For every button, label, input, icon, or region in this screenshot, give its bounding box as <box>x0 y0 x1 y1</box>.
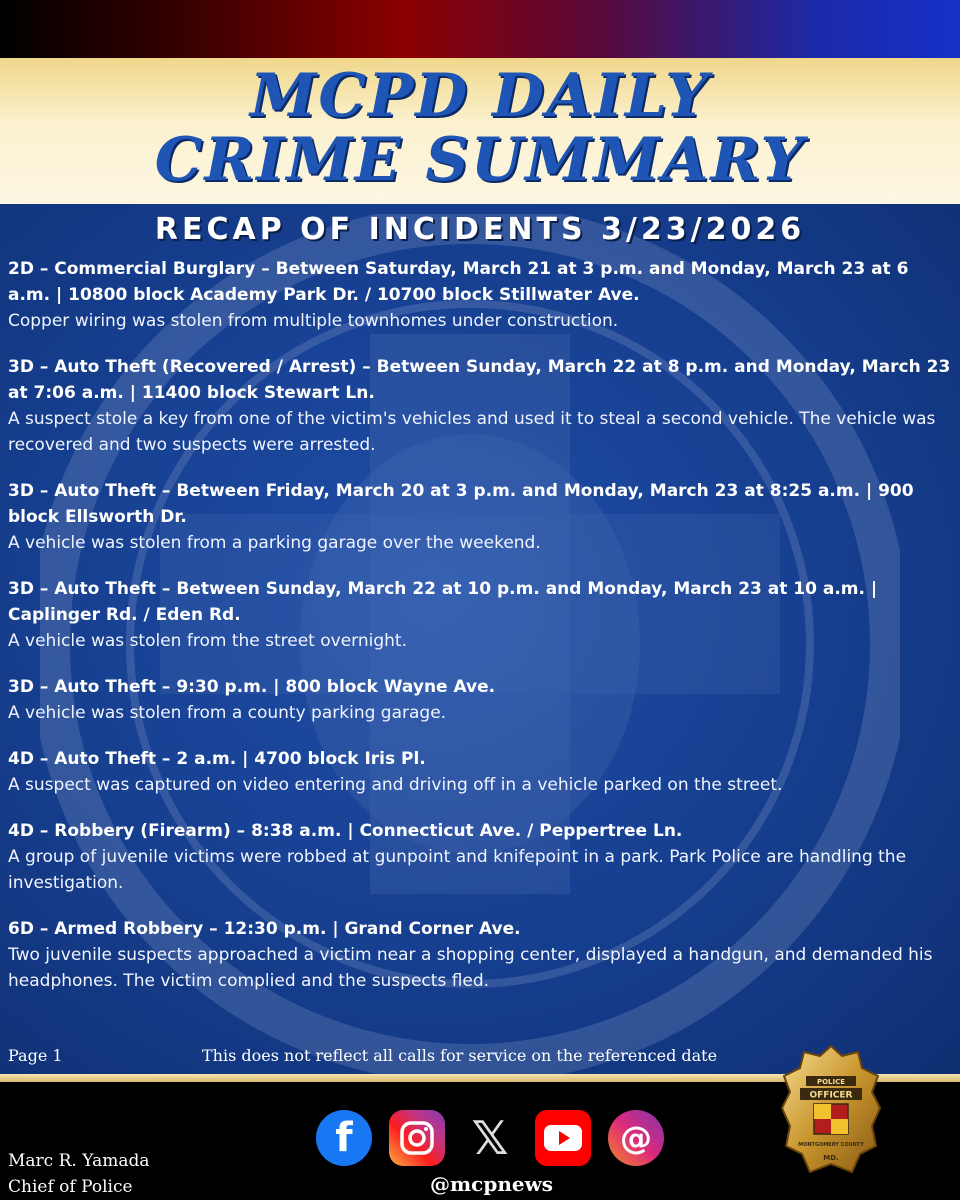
incident-header: 6D – Armed Robbery – 12:30 p.m. | Grand Corner Ave. <box>8 919 521 939</box>
chief-name: Marc R. Yamada <box>8 1151 150 1171</box>
incident-header: 4D – Robbery (Firearm) – 8:38 a.m. | Connecticut Ave. / Peppertree Ln. <box>8 821 683 841</box>
recap-heading: RECAP OF INCIDENTS 3/23/2026 <box>154 212 806 247</box>
incident-item <box>8 746 952 798</box>
facebook-icon[interactable]: f <box>316 1110 372 1166</box>
incident-header: 3D – Auto Theft – 9:30 p.m. | 800 block Wayne Ave. <box>8 677 496 697</box>
chief-title: Chief of Police <box>8 1177 133 1197</box>
incident-item <box>8 818 952 896</box>
disclaimer-text: This does not reflect all calls for service on the referenced date <box>202 1046 718 1065</box>
incident-description: Copper wiring was stolen from multiple townhomes under construction. <box>8 311 619 331</box>
incident-item <box>8 354 952 458</box>
badge-text-3: MONTGOMERY COUNTY <box>798 1142 864 1148</box>
incident-item <box>8 674 952 726</box>
incident-header: 3D – Auto Theft – Between Sunday, March 22 at 10 p.m. and Monday, March 23 at 10 a.m. | Caplinger Rd. / Eden Rd. <box>8 579 878 625</box>
incident-panel <box>0 204 960 1076</box>
incident-description: A group of juvenile victims were robbed at gunpoint and knifepoint in a park. Park Police are handling the investigation. <box>8 847 907 893</box>
instagram-icon[interactable] <box>389 1110 445 1166</box>
badge-text-1: POLICE <box>816 1078 846 1086</box>
incident-description: Two juvenile suspects approached a victim near a shopping center, displayed a handgun, and demanded his headphones. The victim complied and the suspects fled. <box>8 945 933 991</box>
incident-description: A vehicle was stolen from the street overnight. <box>8 631 407 651</box>
page-number: Page 1 <box>8 1046 63 1065</box>
incident-item <box>8 256 952 334</box>
incident-item <box>8 916 952 994</box>
incident-description: A suspect was captured on video entering and driving off in a vehicle parked on the street. <box>8 775 783 795</box>
social-handle: @mcpnews <box>430 1172 554 1196</box>
incident-header: 2D – Commercial Burglary – Between Saturday, March 21 at 3 p.m. and Monday, March 23 at 6 a.m. | 10800 block Academy Park Dr. / 10700 block Stillwater Ave. <box>8 259 909 305</box>
threads-icon[interactable]: @ <box>608 1110 664 1166</box>
title-line-2: CRIME SUMMARY <box>154 125 806 195</box>
youtube-icon[interactable] <box>535 1110 591 1166</box>
chief-signature <box>8 1148 150 1200</box>
incident-header: 3D – Auto Theft – Between Friday, March 20 at 3 p.m. and Monday, March 23 at 8:25 a.m. | 900 block Ellsworth Dr. <box>8 481 914 527</box>
social-icons <box>316 1110 664 1166</box>
x-icon[interactable]: 𝕏 <box>462 1110 518 1166</box>
incident-header: 3D – Auto Theft (Recovered / Arrest) – Between Sunday, March 22 at 8 p.m. and Monday, March 23 at 7:06 a.m. | 11400 block Stewart Ln. <box>8 357 951 403</box>
police-badge-icon <box>776 1042 886 1192</box>
badge-text-4: MD. <box>823 1154 839 1162</box>
incident-description: A suspect stole a key from one of the victim's vehicles and used it to steal a second vehicle. The vehicle was recovered and two suspects were arrested. <box>8 409 936 455</box>
incident-list <box>0 250 960 994</box>
badge-text-2: OFFICER <box>809 1090 853 1101</box>
title-line-1: MCPD DAILY <box>249 61 711 131</box>
incident-item <box>8 576 952 654</box>
title-banner <box>0 58 960 204</box>
incident-item <box>8 478 952 556</box>
incident-description: A vehicle was stolen from a parking garage over the weekend. <box>8 533 541 553</box>
incident-description: A vehicle was stolen from a county parking garage. <box>8 703 447 723</box>
incident-header: 4D – Auto Theft – 2 a.m. | 4700 block Iris Pl. <box>8 749 426 769</box>
top-gradient-bar <box>0 0 960 58</box>
